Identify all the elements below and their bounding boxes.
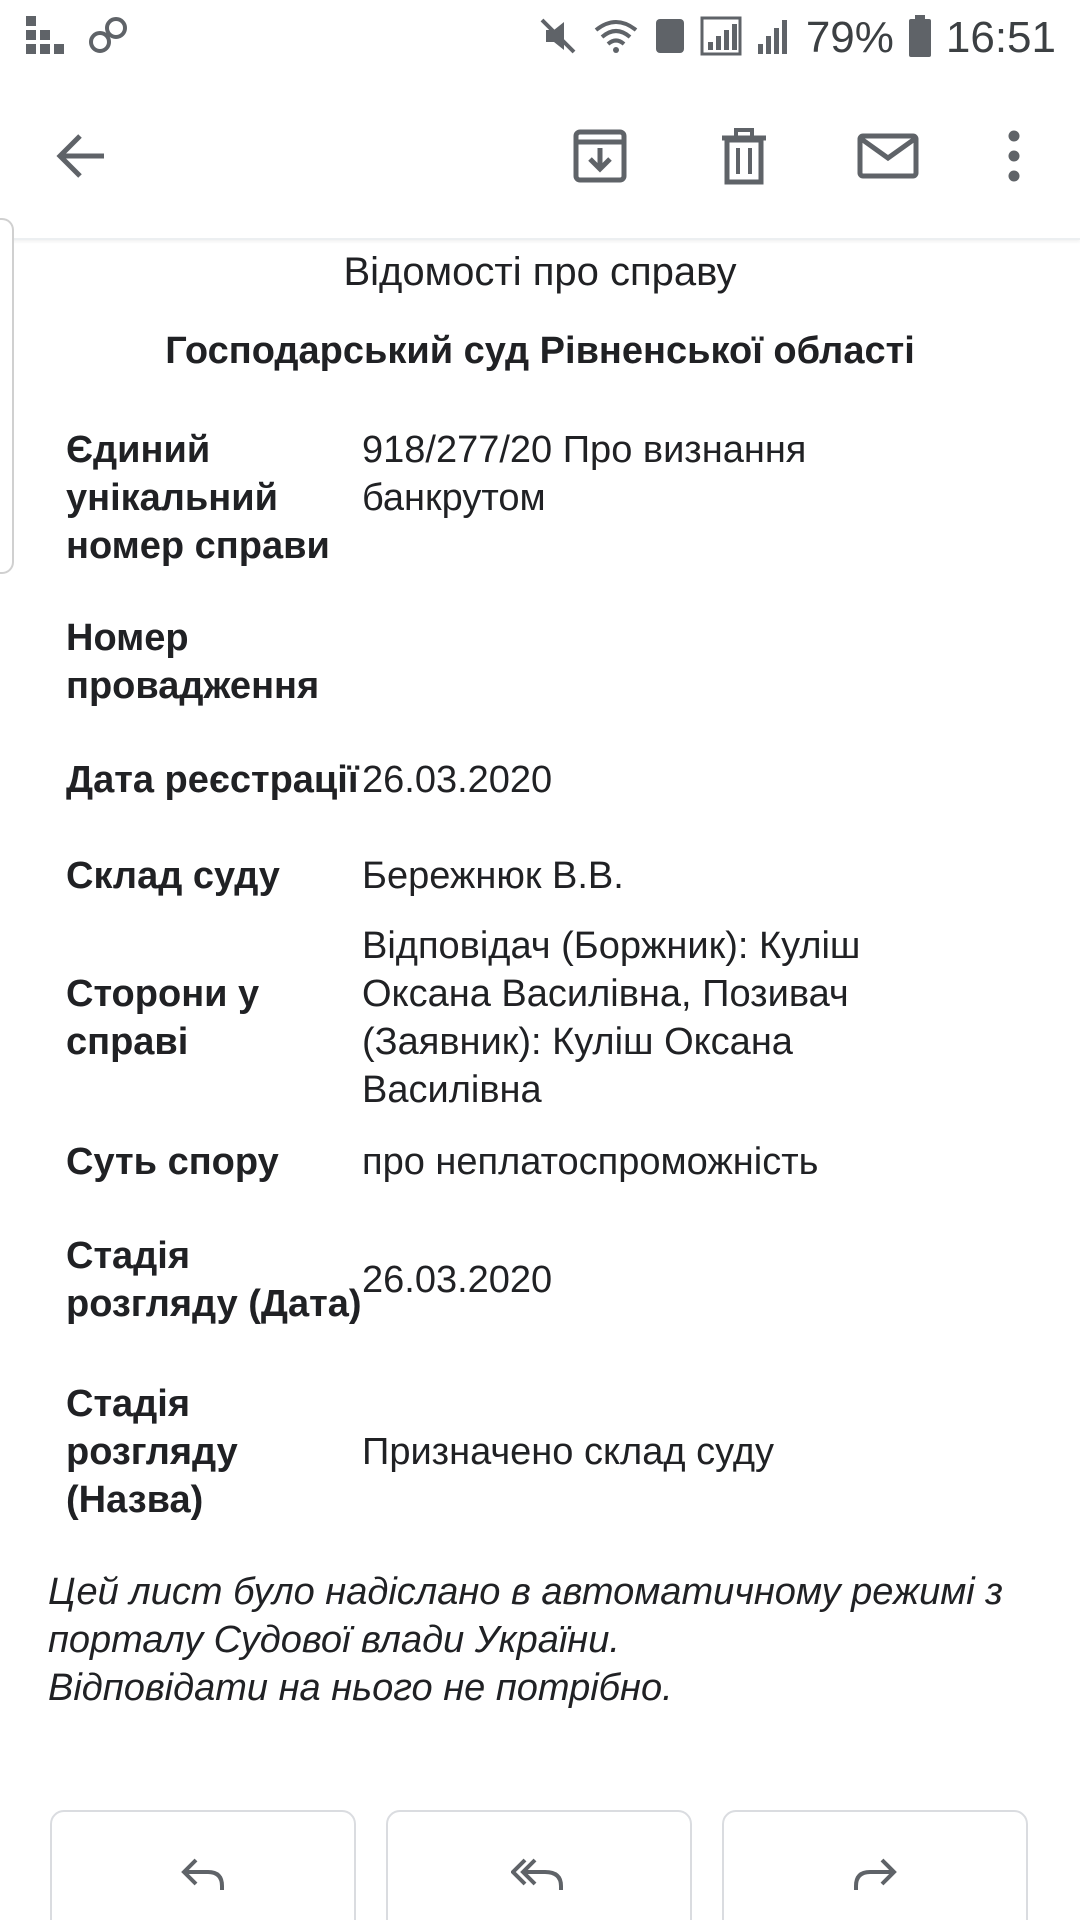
table-row [66,922,1026,1114]
field-label: Стадія розгляду (Дата) [66,1235,362,1325]
forward-button[interactable] [722,1810,1028,1920]
field-label: Номер провадження [66,617,320,707]
grid-icon [24,14,68,63]
field-label: Єдиний унікальний номер справи [66,429,330,567]
reply-button[interactable] [50,1810,356,1920]
sim-badge [654,17,686,60]
mark-unread-button[interactable] [846,116,930,200]
table-row [66,732,1026,828]
wifi-icon [592,16,640,61]
signal-icon [700,16,742,61]
reply-icon [178,1854,228,1920]
field-value: про неплатоспроможність [362,1141,819,1183]
more-options-button[interactable] [972,116,1056,200]
mute-icon [538,16,578,61]
battery-percent: 79% [805,13,894,62]
reply-all-icon [511,1854,567,1920]
reply-all-button[interactable] [386,1810,692,1920]
field-label: Дата реєстрації [66,759,359,801]
status-bar-right [538,10,1056,66]
delete-button[interactable] [702,116,786,200]
table-row [66,402,1026,594]
archive-button[interactable] [558,116,642,200]
field-label: Сторони у справі [66,973,260,1063]
clock: 16:51 [945,13,1056,62]
table-row [66,614,1026,710]
back-button[interactable] [40,116,124,200]
field-value: Відповідач (Боржник): Куліш Оксана Василівна, Позивач (Заявник): Куліш Оксана Василівна [362,925,861,1111]
battery-icon [908,15,932,62]
archive-icon [570,126,630,191]
field-label: Суть спору [66,1141,279,1183]
field-value: 918/277/20 Про визнання банкрутом [362,429,807,519]
table-row [66,1380,1026,1524]
field-label: Стадія розгляду (Назва) [66,1383,238,1521]
auto-message-line-2: Відповідати на нього не потрібно. [48,1667,673,1709]
table-row [66,852,1026,900]
more-vert-icon [1004,126,1024,191]
back-arrow-icon [52,126,112,191]
signal-2-icon [756,16,792,61]
field-value: Призначено склад суду [362,1431,774,1473]
table-row [66,1138,1026,1186]
table-row [66,1208,1026,1352]
auto-message-line-1: Цей лист було надіслано в автоматичному режимі з порталу Судової влади України. [48,1571,1003,1661]
field-value: 26.03.2020 [362,759,553,801]
status-bar [0,0,1080,76]
mail-icon [856,126,920,191]
auto-message-note [48,1568,1048,1712]
court-name: Господарський суд Рівненської області [165,330,915,372]
status-bar-left [24,14,130,62]
field-value: Бережнюк В.В. [362,855,624,897]
app-bar [0,76,1080,240]
field-label: Склад суду [66,855,280,897]
trash-icon [714,126,774,191]
doc-title: Відомості про справу [343,250,737,294]
forward-icon [850,1854,900,1920]
reply-actions [0,1810,1080,1920]
key-icon [86,14,130,63]
field-value: 26.03.2020 [362,1259,553,1301]
